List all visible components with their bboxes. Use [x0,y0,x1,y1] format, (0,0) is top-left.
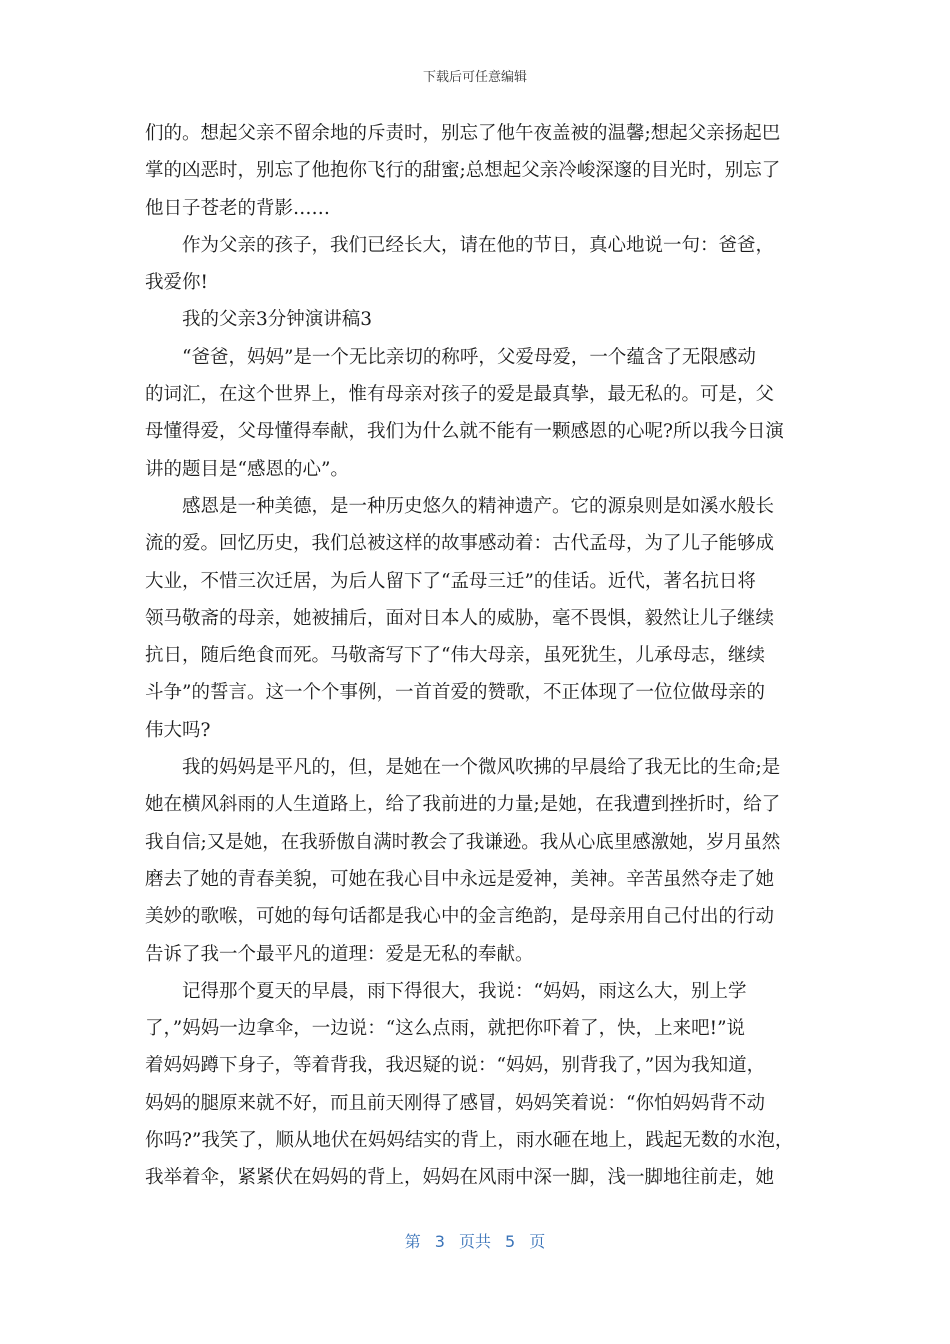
text-line: 我举着伞，紧紧伏在妈妈的背上，妈妈在风雨中深一脚，浅一脚地往前走，她 [145,1167,775,1189]
text-line: 讲的题目是“感恩的心”。 [145,458,349,480]
text-line: 的词汇，在这个世界上，惟有母亲对孩子的爱是最真挚，最无私的。可是，父 [145,384,775,406]
text-line: 妈妈的腿原来就不好，而且前天刚得了感冒，妈妈笑着说：“你怕妈妈背不动 [145,1092,765,1114]
text-line: 告诉了我一个最平凡的道理：爱是无私的奉献。 [145,943,534,965]
text-line: 大业，不惜三次迁居，为后人留下了“孟母三迁”的佳话。近代，著名抗日将 [145,570,756,592]
text-line: 作为父亲的孩子，我们已经长大，请在他的节日，真心地说一句：爸爸， [182,234,775,256]
text-line: “爸爸，妈妈”是一个无比亲切的称呼，父爱母爱，一个蕴含了无限感动 [182,346,756,368]
footer-total-pages: 5 [505,1232,516,1251]
footer-di: 第 [404,1232,421,1251]
text-line: 我自信;又是她，在我骄傲自满时教会了我谦逊。我从心底里感激她，岁月虽然 [145,831,781,853]
page-header: 下载后可任意编辑 [422,70,527,85]
footer-page-number: 3 [434,1232,445,1251]
footer-ye-gong: 页共 [458,1232,491,1251]
text-line: 磨去了她的青春美貌，可她在我心目中永远是爱神，美神。辛苦虽然夺走了她 [145,868,775,890]
text-line: 领马敬斋的母亲，她被捕后，面对日本人的威胁，毫不畏惧，毅然让儿子继续 [145,607,775,629]
text-line: 母懂得爱，父母懂得奉献，我们为什么就不能有一颗感恩的心呢?所以我今日演 [145,421,784,443]
text-line: 感恩是一种美德，是一种历史悠久的精神遗产。它的源泉则是如溪水般长 [182,495,775,517]
text-line: 我的父亲3分钟演讲稿3 [182,309,373,331]
text-line: 我的妈妈是平凡的，但，是她在一个微风吹拂的早晨给了我无比的生命;是 [182,757,781,779]
footer-ye: 页 [529,1232,546,1251]
text-line: 她在横风斜雨的人生道路上，给了我前进的力量;是她，在我遭到挫折时，给了 [145,794,781,816]
text-line: 抗日，随后绝食而死。马敬斋写下了“伟大母亲，虽死犹生，儿承母志，继续 [145,645,765,667]
text-line: 他日子苍老的背影…… [145,197,331,219]
text-line: 流的爱。回忆历史，我们总被这样的故事感动着：古代孟母，为了儿子能够成 [145,533,775,555]
text-line: 你吗?”我笑了，顺从地伏在妈妈结实的背上，雨水砸在地上，践起无数的水泡， [145,1130,794,1152]
text-line: 着妈妈蹲下身子，等着背我，我迟疑的说：“妈妈，别背我了，”因为我知道， [145,1055,766,1077]
text-line: 我爱你! [145,272,208,294]
text-line: 斗争”的誓言。这一个个事例，一首首爱的赞歌，不正体现了一位位做母亲的 [145,682,765,704]
page-footer [0,1229,950,1252]
text-line: 记得那个夏天的早晨，雨下得很大，我说：“妈妈，雨这么大，别上学 [182,980,747,1002]
text-line: 掌的凶恶时，别忘了他抱你飞行的甜蜜;总想起父亲冷峻深邃的目光时，别忘了 [145,160,781,182]
text-line: 美妙的歌喉，可她的每句话都是我心中的金言绝韵，是母亲用自己付出的行动 [145,906,775,928]
text-line: 了，”妈妈一边拿伞，一边说：“这么点雨，就把你吓着了，快，上来吧!”说 [145,1018,746,1040]
text-line: 伟大吗? [145,719,211,741]
text-line: 们的。想起父亲不留余地的斥责时，别忘了他午夜盖被的温馨;想起父亲扬起巴 [145,123,781,144]
document-body [145,115,805,1197]
